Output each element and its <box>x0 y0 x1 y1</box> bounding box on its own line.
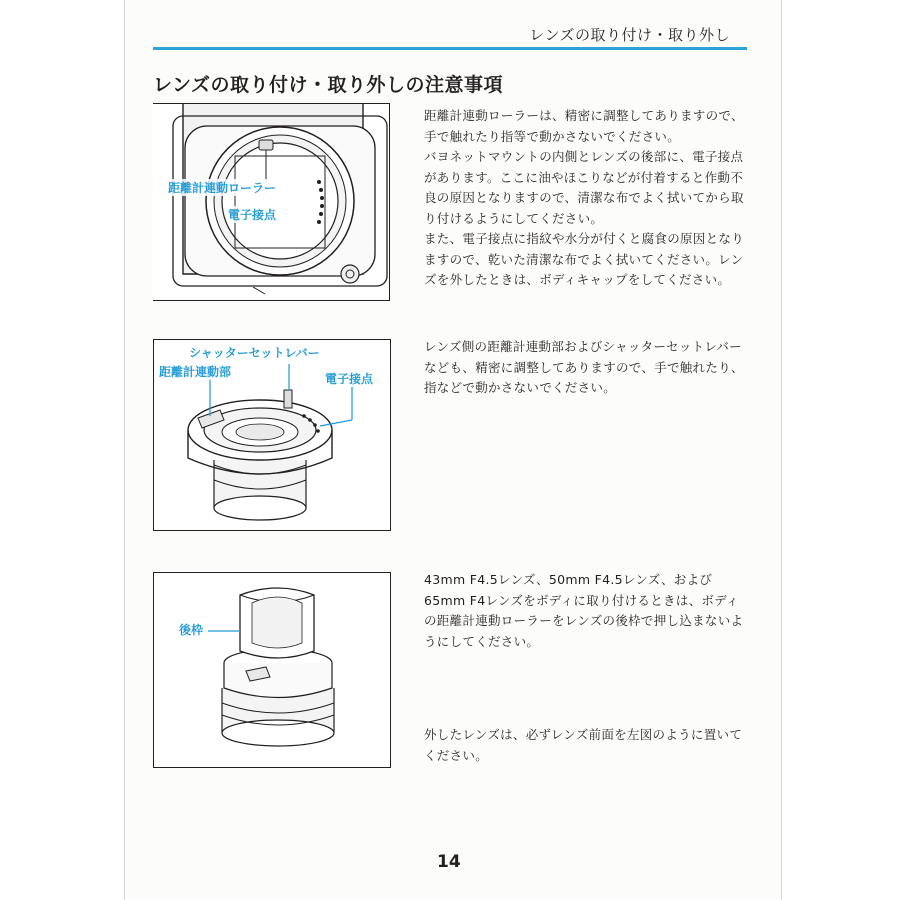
running-header-title: レンズの取り付け・取り外し <box>529 26 730 44</box>
header-rule <box>153 47 747 50</box>
callout-electronic-contacts: 電子接点 <box>228 208 277 222</box>
paragraph: レンズ側の距離計連動部およびシャッターセットレバーなども、精密に調整してありますので、手で触れたり、指などで動かさないでください。 <box>424 339 744 395</box>
callout-lens-contacts: 電子接点 <box>325 372 374 386</box>
callout-rear-frame: 後枠 <box>179 623 204 637</box>
figure-lens-frame <box>153 572 391 768</box>
paragraph: 距離計連動ローラーは、精密に調整してありますので、手で触れたり指等で動かさないでください。 <box>424 108 744 144</box>
camera-mount-illustration <box>153 104 389 300</box>
paragraph: 外したレンズは、必ずレンズ前面を左図のように置いてください。 <box>424 727 743 763</box>
paragraph: 43mm F4.5レンズ、50mm F4.5レンズ、および65mm F4レンズをボディに取り付けるときは、ボディの距離計連動ローラーをレンズの後枠で押し込まないようにしてください。 <box>424 572 744 649</box>
text-block-lens-placement <box>424 725 750 766</box>
section-title: レンズの取り付け・取り外しの注意事項 <box>153 74 503 96</box>
text-block-lens-care <box>424 337 750 399</box>
text-block-lens-attach <box>424 570 750 652</box>
callout-rangefinder-roller: 距離計連動ローラー <box>168 181 277 195</box>
paragraph: また、電子接点に指紋や水分が付くと腐食の原因となりますので、乾いた清潔な布でよく拭いてください。レンズを外したときは、ボディキャップをしてください。 <box>424 231 745 287</box>
lens-frame-illustration <box>154 573 390 767</box>
paragraph: バヨネットマウントの内側とレンズの後部に、電子接点があります。ここに油やほこりなどが付着すると作動不良の原因となりますので、清潔な布でよく拭いてから取り付けるようにしてください。 <box>424 149 744 226</box>
figure-body-mount <box>153 103 390 301</box>
callout-shutter-set-lever: シャッターセットレバー <box>189 346 320 360</box>
callout-rangefinder-coupler: 距離計連動部 <box>159 365 232 379</box>
text-block-mount-care <box>424 106 750 291</box>
page-number: 14 <box>437 852 461 872</box>
figure-lens-rear <box>153 339 391 531</box>
